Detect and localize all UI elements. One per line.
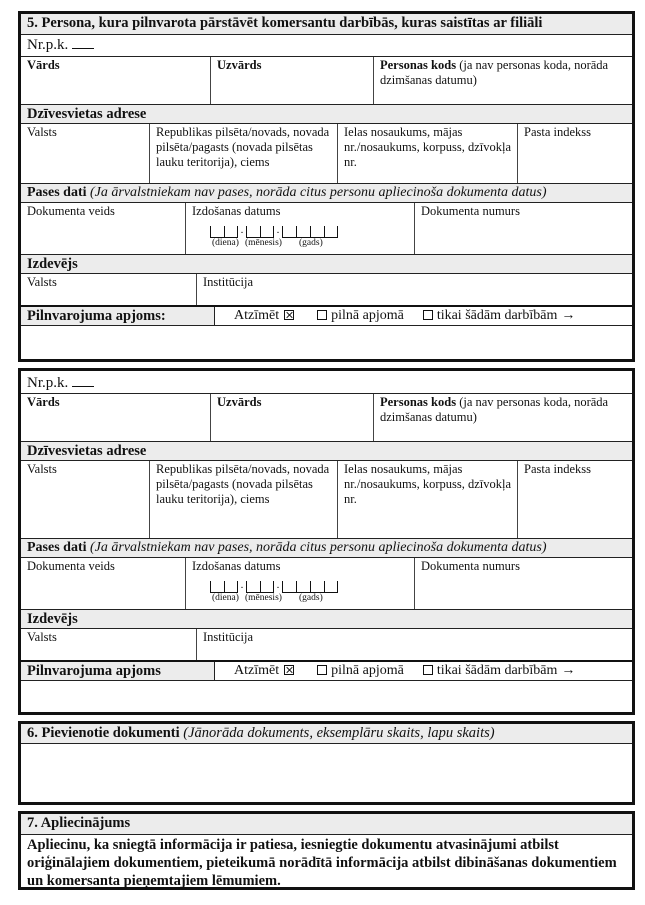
attached-documents-field[interactable] — [21, 744, 632, 802]
checked-box-icon — [284, 665, 294, 675]
section-6-attached-documents — [18, 721, 635, 805]
address-street-field[interactable]: Ielas nosaukums, mājas nr./nosaukums, korpuss, dzīvokļa nr. — [337, 461, 517, 538]
authorization-scope-label: Pilnvarojuma apjoms — [21, 662, 215, 680]
passport-header: Pases dati (Ja ārvalstniekam nav pases, norāda citus personu apliecinoša dokumenta datus) — [21, 183, 632, 202]
address-postal-field[interactable]: Pasta indekss — [517, 124, 632, 183]
address-header: Dzīvesvietas adrese — [21, 441, 632, 460]
checked-box-icon — [284, 310, 294, 320]
scope-full-option[interactable]: pilnā apjomā — [312, 307, 404, 325]
issuer-header: Izdevējs — [21, 609, 632, 628]
checkbox-icon[interactable] — [423, 665, 433, 675]
address-header: Dzīvesvietas adrese — [21, 104, 632, 123]
authorization-scope-details[interactable] — [21, 680, 632, 710]
date-input-boxes[interactable]: (diena) . (mēnesis) . (gads) — [210, 223, 408, 249]
last-name-field[interactable]: Uzvārds — [210, 57, 373, 104]
address-city-field[interactable]: Republikas pilsēta/novads, novada pilsēta/pagasts (novada pilsētas lauku teritorija), ciems — [149, 461, 337, 538]
doc-number-field[interactable]: Dokumenta numurs — [414, 203, 632, 254]
first-name-field[interactable]: Vārds — [27, 58, 60, 72]
nrpk-field[interactable]: Nr.p.k. — [21, 371, 632, 393]
first-name-field[interactable]: Vārds — [27, 395, 60, 409]
issue-date-field[interactable]: Izdošanas datums (diena) . (mēnesis) . (gads) — [185, 558, 414, 609]
authorization-scope-row: Pilnvarojuma apjoms: Atzīmēt pilnā apjomā tikai šādām darbībām → — [21, 305, 632, 325]
issue-date-field[interactable]: Izdošanas datums (diena) . (mēnesis) . (gads) — [185, 203, 414, 254]
nrpk-blank[interactable] — [72, 36, 94, 49]
section-5-person-2 — [18, 368, 635, 715]
date-input-boxes[interactable]: (diena) . (mēnesis) . (gads) — [210, 578, 408, 604]
address-postal-field[interactable]: Pasta indekss — [517, 461, 632, 538]
address-city-field[interactable]: Republikas pilsēta/novads, novada pilsēta/pagasts (novada pilsētas lauku teritorija), ciems — [149, 124, 337, 183]
issuer-header: Izdevējs — [21, 254, 632, 273]
checkbox-icon[interactable] — [423, 310, 433, 320]
arrow-right-icon: → — [561, 663, 576, 678]
address-street-field[interactable]: Ielas nosaukums, mājas nr./nosaukums, korpuss, dzīvokļa nr. — [337, 124, 517, 183]
passport-header: Pases dati (Ja ārvalstniekam nav pases, norāda citus personu apliecinoša dokumenta datus) — [21, 538, 632, 557]
checkbox-icon[interactable] — [317, 665, 327, 675]
doc-type-field[interactable]: Dokumenta veids — [27, 204, 115, 218]
issuer-country-field[interactable]: Valsts — [27, 630, 57, 644]
section-6-title: 6. Pievienotie dokumenti (Jānorāda dokuments, eksemplāru skaits, lapu skaits) — [21, 724, 632, 744]
issuer-institution-field[interactable]: Institūcija — [196, 274, 632, 305]
personal-code-field[interactable]: Personas kods (ja nav personas koda, norāda dzimšanas datumu) — [373, 57, 632, 104]
authorization-scope-label: Pilnvarojuma apjoms: — [21, 307, 215, 325]
doc-type-field[interactable]: Dokumenta veids — [27, 559, 115, 573]
address-country-field[interactable]: Valsts — [27, 462, 57, 476]
nrpk-blank[interactable] — [72, 374, 94, 387]
declaration-text: Apliecinu, ka sniegtā informācija ir patiesa, iesniegtie dokumentu atvasinājumi atbilst oriģinālajiem dokumentiem, pieteikumā norādītā informācija atbilst dibināšanas dokumentiem un komersanta pieņemtajiem lēmumiem. — [21, 834, 632, 892]
authorization-scope-details[interactable] — [21, 325, 632, 359]
nrpk-field[interactable]: Nr.p.k. — [21, 35, 632, 56]
section-7-title: 7. Apliecinājums — [21, 814, 632, 834]
arrow-right-icon: → — [561, 308, 576, 323]
section-5-person-1 — [18, 11, 635, 362]
issuer-country-field[interactable]: Valsts — [27, 275, 57, 289]
section-5-title: 5. Persona, kura pilnvarota pārstāvēt komersantu darbībās, kuras saistītas ar filiāli — [21, 14, 632, 35]
scope-limited-option[interactable]: tikai šādām darbībām → — [418, 662, 576, 680]
issuer-institution-field[interactable]: Institūcija — [196, 629, 632, 660]
personal-code-field[interactable]: Personas kods (ja nav personas koda, norāda dzimšanas datumu) — [373, 394, 632, 441]
section-7-declaration — [18, 811, 635, 890]
last-name-field[interactable]: Uzvārds — [210, 394, 373, 441]
scope-full-option[interactable]: pilnā apjomā — [312, 662, 404, 680]
scope-limited-option[interactable]: tikai šādām darbībām → — [418, 307, 576, 325]
address-country-field[interactable]: Valsts — [27, 125, 57, 139]
doc-number-field[interactable]: Dokumenta numurs — [414, 558, 632, 609]
authorization-scope-row: Pilnvarojuma apjoms Atzīmēt pilnā apjomā tikai šādām darbībām → — [21, 660, 632, 680]
checkbox-icon[interactable] — [317, 310, 327, 320]
